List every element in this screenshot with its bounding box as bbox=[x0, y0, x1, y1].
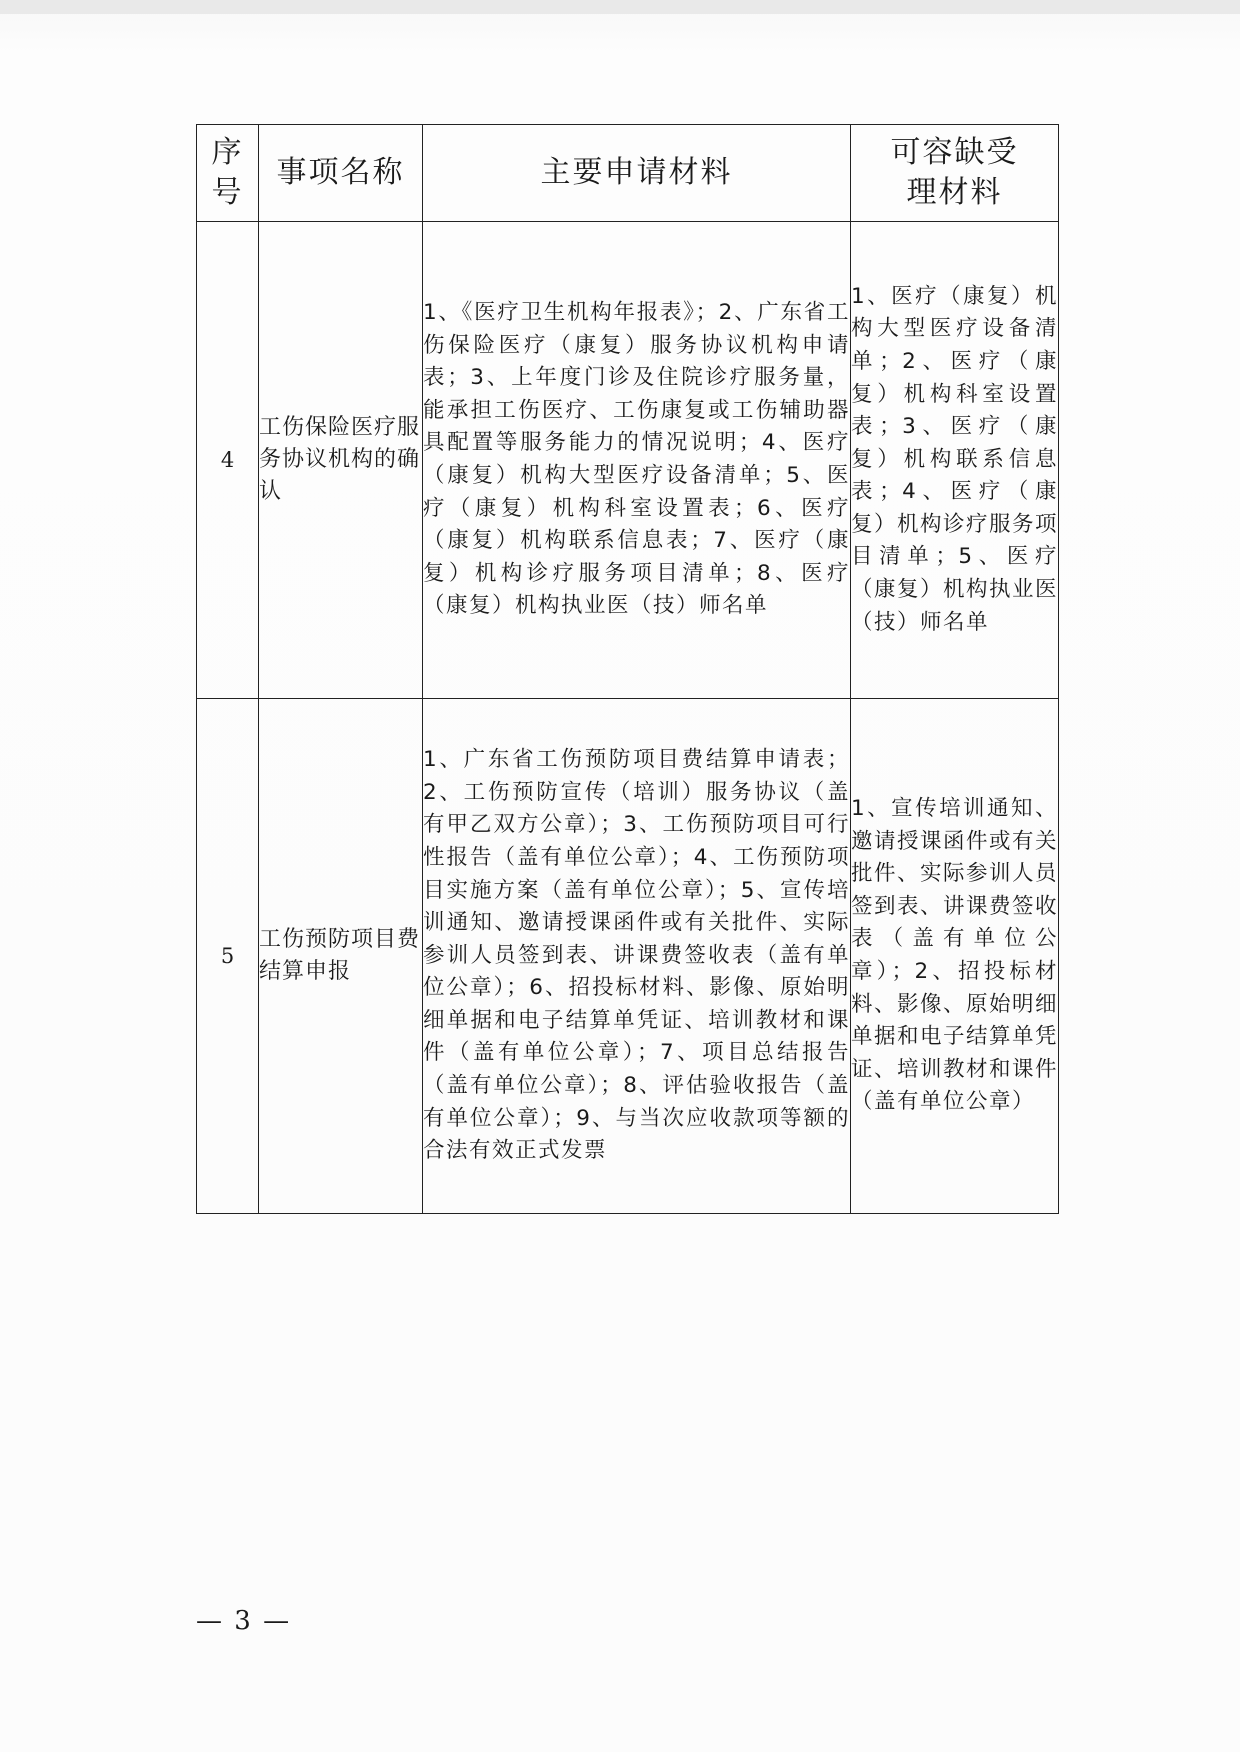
page-number: — 3 — bbox=[196, 1606, 292, 1636]
header-materials: 主要申请材料 bbox=[423, 125, 851, 222]
row-item-name: 工伤预防项目费结算申报 bbox=[259, 699, 423, 1214]
table-row bbox=[197, 699, 1059, 1214]
materials-table bbox=[196, 124, 1059, 1214]
table-row bbox=[197, 222, 1059, 699]
row-seq: 4 bbox=[197, 222, 259, 699]
header-optional: 可容缺受理材料 bbox=[851, 125, 1059, 222]
header-seq: 序号 bbox=[197, 125, 259, 222]
row-main-materials: 1、《医疗卫生机构年报表》；2、广东省工伤保险医疗（康复）服务协议机构申请表；3、上年度门诊及住院诊疗服务量，能承担工伤医疗、工伤康复或工伤辅助器具配置等服务能力的情况说明；4、医疗（康复）机构大型医疗设备清单；5、医疗（康复）机构科室设置表；6、医疗（康复）机构联系信息表；7、医疗（康复）机构诊疗服务项目清单；8、医疗（康复）机构执业医（技）师名单 bbox=[423, 222, 851, 699]
row-item-name: 工伤保险医疗服务协议机构的确认 bbox=[259, 222, 423, 699]
row-optional-materials: 1、医疗（康复）机构大型医疗设备清单；2、医疗（康复）机构科室设置表；3、医疗（康复）机构联系信息表；4、医疗（康复）机构诊疗服务项目清单；5、医疗（康复）机构执业医（技）师名单 bbox=[851, 222, 1059, 699]
scan-edge bbox=[0, 0, 1240, 14]
row-seq: 5 bbox=[197, 699, 259, 1214]
row-main-materials: 1、广东省工伤预防项目费结算申请表；2、工伤预防宣传（培训）服务协议（盖有甲乙双方公章）；3、工伤预防项目可行性报告（盖有单位公章）；4、工伤预防项目实施方案（盖有单位公章）；5、宣传培训通知、邀请授课函件或有关批件、实际参训人员签到表、讲课费签收表（盖有单位公章）；6、招投标材料、影像、原始明细单据和电子结算单凭证、培训教材和课件（盖有单位公章）；7、项目总结报告（盖有单位公章）；8、评估验收报告（盖有单位公章）；9、与当次应收款项等额的合法有效正式发票 bbox=[423, 699, 851, 1214]
table-header-row bbox=[197, 125, 1059, 222]
row-optional-materials: 1、宣传培训通知、邀请授课函件或有关批件、实际参训人员签到表、讲课费签收表（盖有单位公章）；2、招投标材料、影像、原始明细单据和电子结算单凭证、培训教材和课件（盖有单位公章） bbox=[851, 699, 1059, 1214]
header-name: 事项名称 bbox=[259, 125, 423, 222]
